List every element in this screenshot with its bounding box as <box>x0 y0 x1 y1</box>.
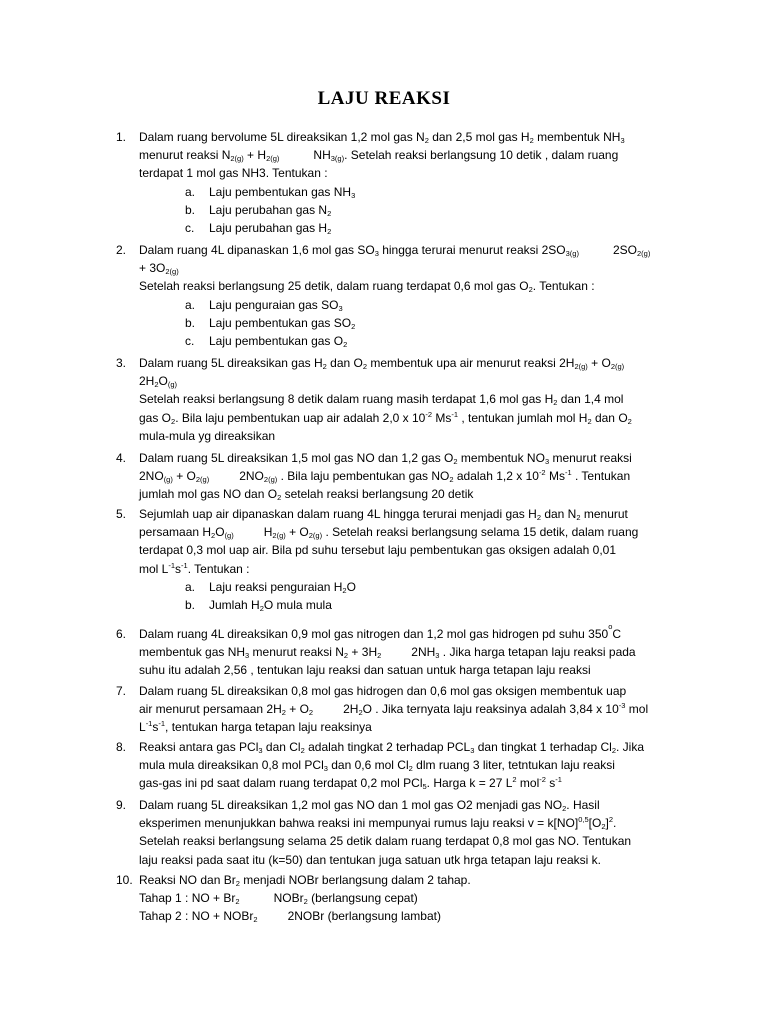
question-line: Sejumlah uap air dipanaskan dalam ruang 4L hingga terurai menjadi gas $H_2$ dan $N_2$ menurut <box>139 507 628 522</box>
sub-question-b: b. Laju pembentukan gas $SO_2$ <box>185 315 356 331</box>
question-6 <box>0 622 768 680</box>
question-number: 2. <box>116 243 127 257</box>
question-line: Dalam ruang 5L direaksikan 1,5 mol gas NO dan 1,2 gas $O_2$ membentuk $NO_3$ menurut reaksi <box>139 451 632 466</box>
question-line: $2H_2O_{(g)}$ <box>139 374 178 390</box>
question-number: 6. <box>116 627 127 641</box>
question-line: eksperimen menunjukkan bahwa reaksi ini mempunyai rumus laju reaksi $v = k[NO]^{0,5}[O_2]^2$. <box>139 815 617 832</box>
sub-question-c: c. Laju perubahan gas $H_2$ <box>185 220 332 236</box>
question-line: gas $O_2$. Bila laju pembentukan uap air adalah 2,0 x $10^{-2}$ $Ms^{-1}$ , tentukan jumlah mol $H_2$ dan $O_2$ <box>139 409 632 426</box>
question-line: Reaksi NO dan $Br_2$ menjadi NOBr berlangsung dalam 2 tahap. <box>139 873 471 888</box>
question-line: persamaan $H_2O_{(g)}$ $H_{2(g)} + O_{2(g)}$ . Setelah reaksi berlangsung selama 15 detik, dalam ruang <box>139 525 639 541</box>
sub-question-a: a. Laju pembentukan gas $NH_3$ <box>185 184 356 200</box>
question-line: membentuk gas $NH_3$ menurut reaksi $N_2 + 3H_2$ $2NH_3$ . Jika harga tetapan laju reaksi pada <box>139 645 636 661</box>
sub-question-a: a. Laju penguraian gas $SO_3$ <box>185 297 343 313</box>
question-line: Dalam ruang 4L direaksikan 0,9 mol gas nitrogen dan 1,2 mol gas hidrogen pd suhu 350$^o$C <box>139 622 622 641</box>
question-line: Dalam ruang bervolume 5L direaksikan 1,2 mol gas $N_2$ dan 2,5 mol gas $H_2$ membentuk $NH_3$ <box>139 130 625 145</box>
question-line: jumlah mol gas NO dan $O_2$ setelah reaksi berlangsung 20 detik <box>139 487 474 503</box>
question-line: Setelah reaksi berlangsung selama 25 detik dalam ruang terdapat 0,8 mol gas NO. Tentukan <box>139 834 632 849</box>
question-line: $L^{-1}s^{-1}$, tentukan harga tetapan laju reaksinya <box>139 719 372 735</box>
reaction-step-1: Tahap 1 : NO + $Br_2$ NOBr$_2$ (berlangsung cepat) <box>139 891 418 907</box>
question-7 <box>0 682 768 737</box>
question-line: Dalam ruang 5L direaksikan 0,8 mol gas hidrogen dan 0,6 mol gas oksigen membentuk uap <box>139 684 627 698</box>
sub-question-c: c. Laju pembentukan gas $O_2$ <box>185 333 348 349</box>
question-line: laju reaksi pada saat itu (k=50) dan tentukan juga satuan utk hrga tetapan laju reaksi k. <box>139 852 601 867</box>
question-line: mula-mula yg direaksikan <box>139 428 276 443</box>
question-line: Dalam ruang 5L direaksikan gas $H_2$ dan $O_2$ membentuk upa air menurut reaksi $2H_{2(g)} + O_{2(g)}$ <box>139 356 625 371</box>
question-line: $2NO_{(g)} + O_{2(g)}$ $2NO_{2(g)}$ . Bila laju pembentukan gas $NO_2$ adalah 1,2 x $10^{-2}$ $Ms^{-1}$ . Tentukan <box>139 468 631 485</box>
question-3 <box>0 354 768 445</box>
question-10 <box>0 871 768 926</box>
question-line: terdapat 1 mol gas NH3. Tentukan : <box>139 166 328 181</box>
question-number: 8. <box>116 740 127 754</box>
question-line: menurut reaksi $N_{2(g)} + H_{2(g)}$ $NH_{3(g)}$. Setelah reaksi berlangsung 10 detik , dalam ruang <box>139 148 619 164</box>
sub-question-a: a. Laju reaksi penguraian $H_2O$ <box>185 579 356 595</box>
question-1 <box>0 128 768 237</box>
question-line: Dalam ruang 5L direaksikan 1,2 mol gas NO dan 1 mol gas O2 menjadi gas $NO_2$. Hasil <box>139 798 600 813</box>
document-title: LAJU REAKSI <box>317 88 451 109</box>
question-number: 9. <box>116 798 127 812</box>
question-number: 1. <box>116 130 127 144</box>
question-number: 10. <box>116 873 133 887</box>
question-line: mula mula direaksikan 0,8 mol PCl$_3$ dan 0,6 mol $Cl_2$ dlm ruang 3 liter, tetntukan laju reaksi <box>139 758 615 774</box>
question-line: suhu itu adalah 2,56 , tentukan laju reaksi dan satuan untuk harga tetapan laju reaksi <box>139 663 591 678</box>
question-4 <box>0 449 768 504</box>
question-line: gas-gas ini pd saat dalam ruang terdapat 0,2 mol PCl$_5$. Harga k = 27 $L^2$ mol$^{-2}$ $s^{-1}$ <box>139 775 562 792</box>
question-line: Setelah reaksi berlangsung 8 detik dalam ruang masih terdapat 1,6 mol gas $H_2$ dan 1,4 mol <box>139 392 624 408</box>
reaction-step-2: Tahap 2 : NO + NOBr$_2$ 2NOBr (berlangsung lambat) <box>139 909 441 925</box>
question-line: air menurut persamaan $2H_2 + O_2$ $2H_2O$ . Jika ternyata laju reaksinya adalah 3,84 x $10^{-3}$ mol <box>139 701 649 718</box>
question-9 <box>0 796 768 869</box>
sub-question-b: b. Jumlah $H_2O$ mula mula <box>185 598 332 613</box>
question-line: Reaksi antara gas PCl$_3$ dan $Cl_2$ adalah tingkat 2 terhadap $PCL_3$ dan tingkat 1 terhadap $Cl_2$. Jika <box>139 740 645 755</box>
question-number: 5. <box>116 507 127 521</box>
question-number: 7. <box>116 684 127 698</box>
question-number: 3. <box>116 356 127 370</box>
question-2 <box>0 241 768 350</box>
question-5 <box>0 505 768 614</box>
question-line: terdapat 0,3 mol uap air. Bila pd suhu tersebut laju pembentukan gas oksigen adalah 0,01 <box>139 543 616 558</box>
question-line: mol $L^{-1}s^{-1}$. Tentukan : <box>139 560 250 576</box>
question-line: + $3O_{2(g)}$ <box>139 261 179 277</box>
sub-question-b: b. Laju perubahan gas $N_2$ <box>185 202 332 218</box>
question-line: Setelah reaksi berlangsung 25 detik, dalam ruang terdapat 0,6 mol gas $O_2$. Tentukan : <box>139 279 595 295</box>
question-number: 4. <box>116 451 127 465</box>
question-line: Dalam ruang 4L dipanaskan 1,6 mol gas $SO_3$ hingga terurai menurut reaksi $2SO_{3(g)}$ $2SO_{2(g)}$ <box>139 243 651 258</box>
question-8 <box>0 738 768 793</box>
